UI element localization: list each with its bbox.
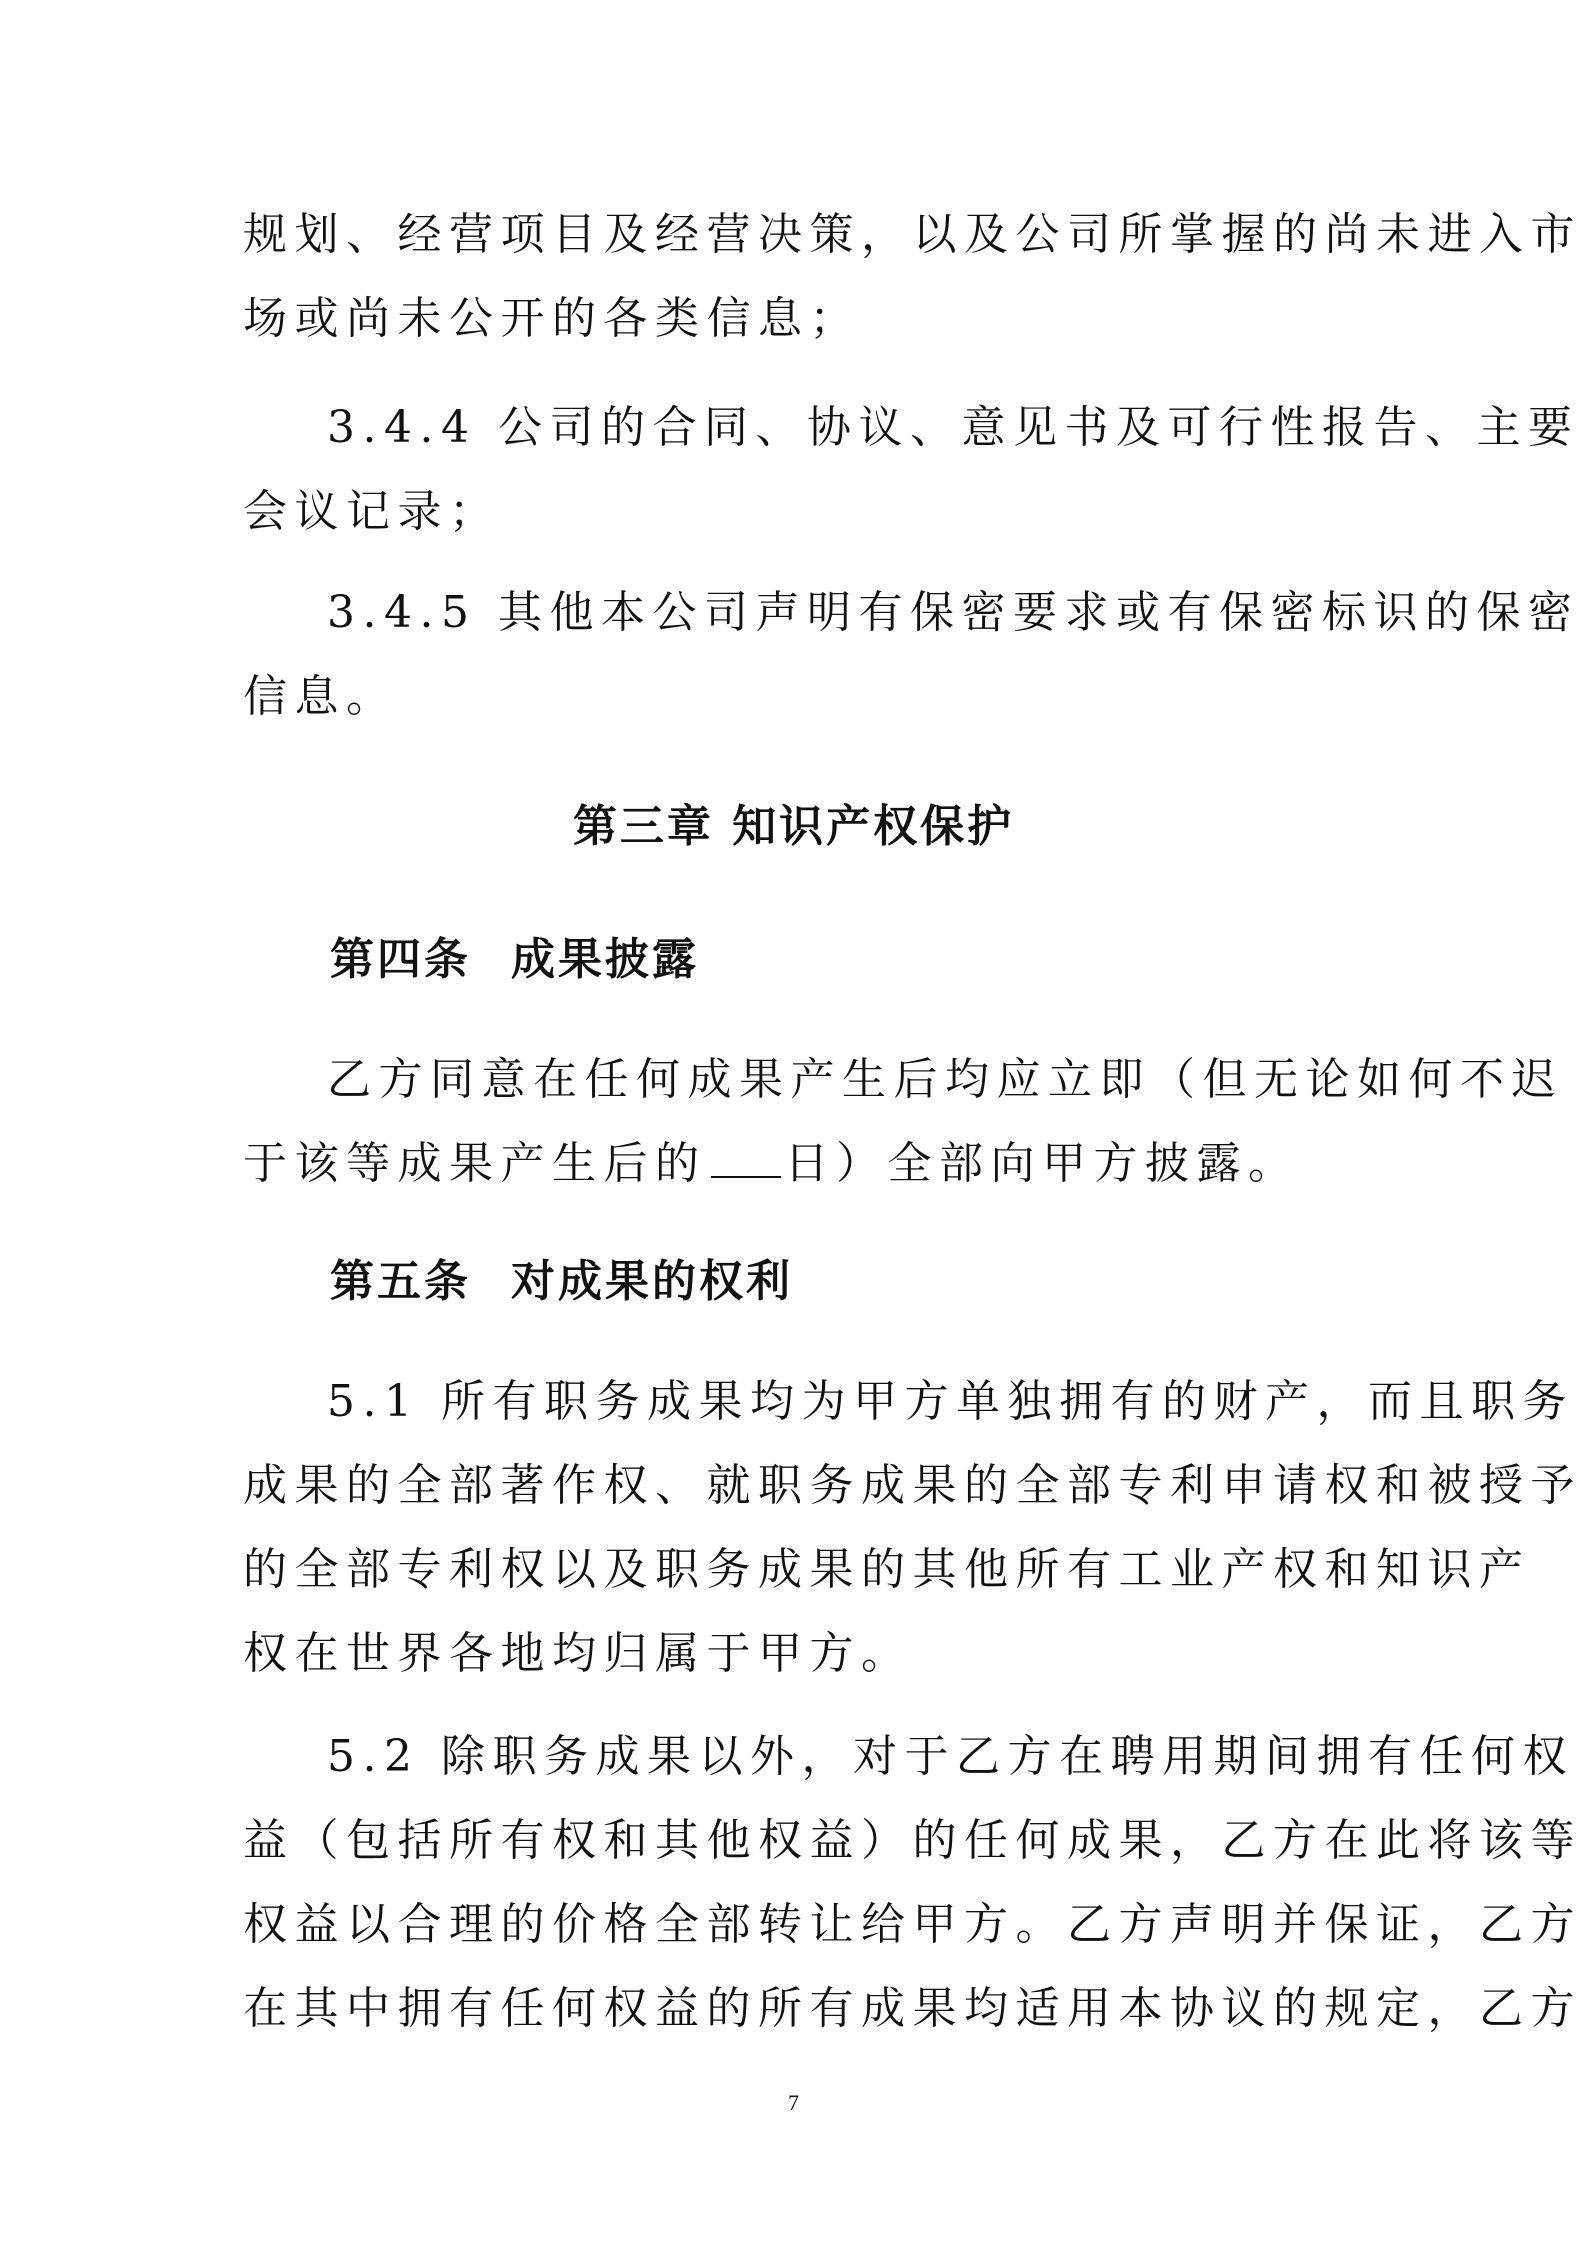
article-title: 成果披露 — [511, 934, 699, 985]
clause-5-2-line: 5.2 除职务成果以外，对于乙方在聘用期间拥有任何权 — [327, 1731, 1574, 1782]
clause-3-4-5-line: 3.4.5 其他本公司声明有保密要求或有保密标识的保密 — [327, 587, 1580, 638]
paragraph-line: 乙方同意在任何成果产生后均应立即（但无论如何不迟 — [327, 1054, 1563, 1105]
paragraph-line: 权在世界各地均归属于甲方。 — [243, 1628, 913, 1679]
article-number: 第四条 — [330, 934, 471, 985]
article-title: 对成果的权利 — [511, 1256, 793, 1307]
paragraph-line: 的全部专利权以及职务成果的其他所有工业产权和知识产 — [243, 1544, 1531, 1595]
paragraph-line: 益（包括所有权和其他权益）的任何成果，乙方在此将该等 — [243, 1815, 1582, 1866]
paragraph-line: 权益以合理的价格全部转让给甲方。乙方声明并保证，乙方 — [243, 1899, 1582, 1950]
paragraph-line: 场或尚未公开的各类信息； — [243, 293, 861, 344]
paragraph-line: 会议记录； — [243, 486, 501, 537]
paragraph-line: 成果的全部著作权、就职务成果的全部专利申请权和被授予 — [243, 1460, 1582, 1511]
chapter-heading: 第三章 知识产权保护 — [572, 801, 1015, 852]
fill-in-blank — [711, 1138, 781, 1178]
page-number: 7 — [788, 2090, 799, 2115]
article-5-heading — [330, 1252, 793, 1312]
paragraph-line: 信息。 — [243, 671, 398, 722]
text-fragment: 于该等成果产生后的 — [243, 1138, 707, 1189]
clause-3-4-4-line: 3.4.4 公司的合同、协议、意见书及可行性报告、主要 — [327, 402, 1580, 453]
clause-5-1-line: 5.1 所有职务成果均为甲方单独拥有的财产，而且职务 — [327, 1376, 1574, 1427]
paragraph-line — [243, 1134, 1353, 1194]
article-4-heading — [330, 930, 699, 990]
paragraph-line: 规划、经营项目及经营决策，以及公司所掌握的尚未进入市 — [243, 209, 1582, 260]
text-fragment: 日）全部向甲方披露。 — [784, 1138, 1300, 1189]
paragraph-line: 在其中拥有任何权益的所有成果均适用本协议的规定，乙方 — [243, 1983, 1582, 2034]
article-number: 第五条 — [330, 1256, 471, 1307]
